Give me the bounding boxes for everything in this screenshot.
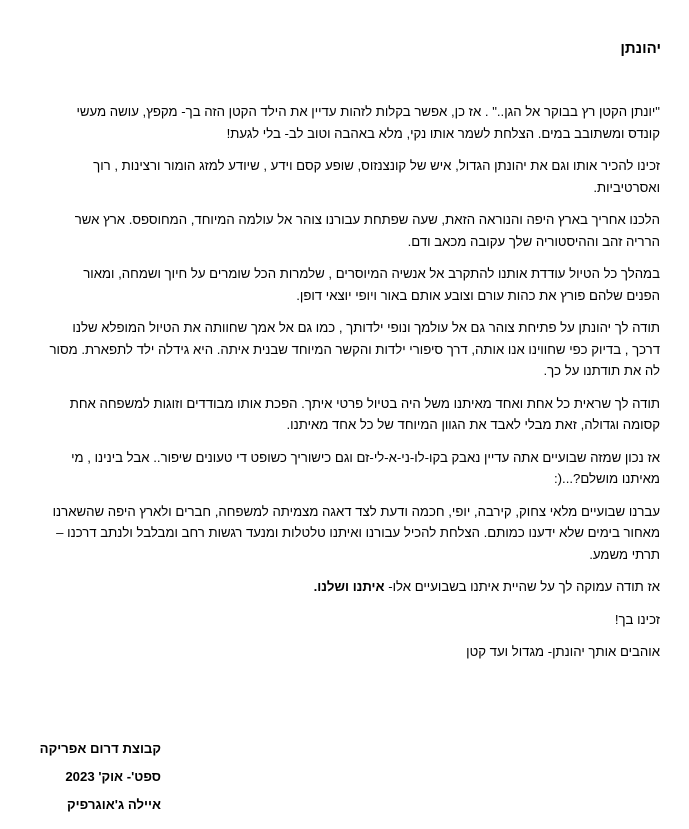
signature-company: איילה ג'אוגרפיק bbox=[67, 797, 161, 812]
paragraph-4: במהלך כל הטיול עודדת אותנו להתקרב אל אנשיה המיוסרים , שלמרות הכל שומרים על חיוך ושמחה, ומאור הפנים שלהם פורץ את כהות עורם וצובע אותם באור ויופי יוצאי דופן. bbox=[83, 266, 660, 303]
paragraph-1: "יונתן הקטן רץ בבוקר אל הגן.." . אז כן, אפשר בקלות לזהות עדיין את הילד הקטן הזה בך- מקפץ, עושה מעשי קונדס ומשתובב במים. הצלחת לשמר אותו נקי, מלא באהבה וטוב לב- בלי לגעת! bbox=[76, 104, 660, 141]
paragraph-3: הלכנו אחריך בארץ היפה והנוראה הזאת, שעה שפתחת עבורנו צוהר אל עולמה המיוחד, המחוספס. ארץ אשר הרריה זהב וההיסטוריה שלך עקובה מכאב ודם. bbox=[74, 212, 660, 249]
signature-group: קבוצת דרום אפריקה bbox=[39, 741, 161, 756]
thanks-bold: איתנו ושלנו. bbox=[313, 579, 385, 594]
thanks-paragraph bbox=[48, 576, 660, 598]
signature-dates: ספט'- אוק' 2023 bbox=[65, 769, 161, 784]
lucky-line: זכינו בך! bbox=[614, 611, 660, 627]
thanks-intro: אז תודה עמוקה לך על שהיית איתנו בשבועיים אלו- bbox=[384, 579, 660, 594]
letter-body bbox=[48, 101, 660, 674]
paragraph-5: תודה לך יהונתן על פתיחת צוהר גם אל עולמך ונופי ילדותך , כמו גם אל אמך שחוותה את הטיול המופלא שלנו דרכך , בדיוק כפי שחווינו אנו אותה, דרך סיפורי ילדות והקשר המיוחד שבנית איתה. היא גידלה ילד לתפארת. מסור לה את תודתנו על כך. bbox=[49, 320, 660, 378]
paragraph-2: זכינו להכיר אותו וגם את יהונתן הגדול, איש של קונצנזוס, שופע קסם וידע , שיודע למזג הומור ורצינות , רוך ואסרטיביות. bbox=[93, 158, 660, 195]
paragraph-8: עברנו שבועיים מלאי צחוק, קירבה, יופי, חכמה ודעת לצד דאגה מצמיתה למשפחה, חברים ולארץ היפה שהשארנו מאחור בימים שלא ידענו כמותם. הצלחת להכיל עבורנו ואיתנו טלטלות ומנעד רגשות רחב ומבלבל ולנתב דרכנו – תרתי משמע. bbox=[52, 503, 660, 562]
love-line: אוהבים אותך יהונתן- מגדול ועד קטן bbox=[466, 644, 660, 659]
signature-block bbox=[21, 735, 161, 819]
paragraph-7: אז נכון שמזה שבועיים אתה עדיין נאבק בקו-לו-ני-א-לי-זם וגם כישוריך כשופט די טעונים שיפור.. אבל בינינו , מי מאיתנו מושלם?...(: bbox=[71, 449, 660, 486]
paragraph-6: תודה לך שראית כל אחת ואחד מאיתנו משל היה בטיול פרטי איתך. הפכת אותו מבודדים וזוגות למשפחה אחת קסומה וגדולה, זאת מבלי לאבד את הגוון המיוחד של כל אחד מאיתנו. bbox=[69, 395, 660, 432]
letter-title: יהונתן bbox=[620, 40, 661, 57]
